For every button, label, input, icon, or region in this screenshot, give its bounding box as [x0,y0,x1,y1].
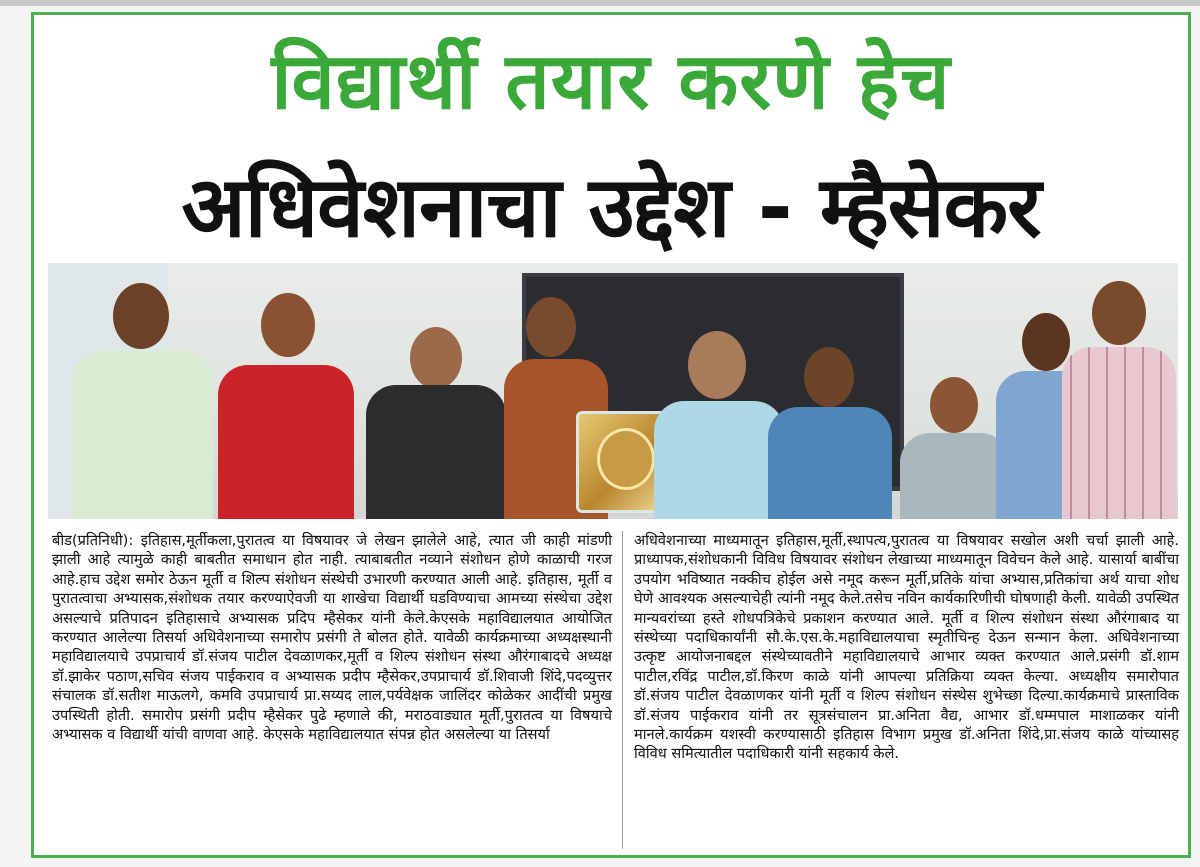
headline-line-2: अधिवेशनाचा उद्देश - म्हैसेकर [181,158,1041,256]
person-6 [764,343,894,519]
person-3 [358,323,508,519]
article-right-column: अधिवेशनाच्या माध्यमातून इतिहास,मूर्ती,स्थापत्य,पुरातत्व या विषयावर सखोल अशी चर्चा झाली आहे. प्राध्यापक,संशोधकानी विविध विषयावर संशोधन लेखाच्या माध्यमातून विवेचन केले आहे. यासार्या बाबींचा उपयोग भविष्यात नक्कीच होईल असे नमूद करून मूर्ती,प्रतिके यांचा अभ्यास,प्रतिकांचा अर्थ याचा शोध घेणे आवश्यक असल्याचेही त्यांनी नमूद केले.तसेच नविन कार्यकारिणीची घोषणाही केली. यावेळी उपस्थित मान्यवरांच्या हस्ते शोधपत्रिकेचे प्रकाशन करण्यात आले. मूर्ती व शिल्प संशोधन संस्था औरंगाबाद या संस्थेच्या पदाधिकार्यांनी सौ.के.एस.के.महाविद्यालयाचा स्मृतीचिन्ह देऊन सन्मान केला. अधिवेशनाच्या उत्कृष्ट आयोजनाबद्दल संस्थेच्यावतीने महाविद्यालयाचे आभार व्यक्त करण्यात आले.प्रसंगी डॉ.शाम पाटील,रविंद्र पाटील,डॉ.किरण काळे यांनी आपल्या प्रतिक्रिया व्यक्त केल्या. अध्यक्षीय समारोपात डॉ.संजय पाटील देवळाणकर यांनी मूर्ती व शिल्प संशोधन संस्थेस शुभेच्छा दिल्या.कार्यक्रमाचे प्रास्ताविक डॉ.संजय पाईकराव यांनी तर सूत्रसंचालन प्रा.अनिता वैद्य, आभार डॉ.धम्मपाल माशाळकर यांनी मानले.कार्यक्रम यशस्वी करण्यासाठी इतिहास विभाग प्रमुख डॉ.अनिता शिंदे,प्रा.संजय काळे यांच्यासह विविध समित्यातील पदाधिकारी यांनी सहकार्य केले. [634,532,1179,763]
headline-line-1: विद्यार्थी तयार करणे हेच [271,37,951,127]
column-divider [622,531,623,849]
group-photo [48,263,1178,519]
news-clipping [31,12,1191,858]
person-2 [216,285,356,519]
person-1 [68,273,218,519]
top-rule [0,0,1200,6]
article-left-column: बीड(प्रतिनिधी): इतिहास,मूर्तीकला,पुरातत्व या विषयावर जे लेखन झालेले आहे, त्यात जी काही मांडणी झाली आहे त्यामुळे काही बाबतीत समाधान होत नाही. त्याबाबतीत नव्याने संशोधन होणे काळाची गरज आहे.हाच उद्देश समोर ठेऊन मूर्ती व शिल्प संशोधन संस्थेची उभारणी करण्यात आली आहे. इतिहास, मूर्ती व पुरातत्वाचा अभ्यासक,संशोधक तयार करण्याऐवजी या शाखेचा विद्यार्थी घडविण्याचा आमच्या संस्थेचा उद्देश असल्याचे प्रतिपादन इतिहासाचे अभ्यासक प्रदिप म्हैसेकर यांनी केले.केएसके महाविद्यालयात आयोजित करण्यात आलेल्या तिसर्या अधिवेशनाच्या समारोप प्रसंगी ते बोलत होते. यावेळी कार्यक्रमाच्या अध्यक्षस्थानी महाविद्यालयाचे उपप्राचार्य डॉ.संजय पाटील देवळाणकर,मूर्ती व शिल्प संशोधन संस्था औरंगाबादचे अध्यक्ष डॉ.झाकेर पठाण,सचिव संजय पाईकराव व अभ्यासक प्रदीप म्हैसेकर,उपप्राचार्य डॉ.शिवाजी शिंदे,पदव्युत्तर संचालक डॉ.सतीश माऊलगे, कमवि उपप्राचार्य प्रा.सय्यद लाल,पर्यवेक्षक जालिंदर कोळेकर आदींची प्रमुख उपस्थिती होती. समारोप प्रसंगी प्रदीप म्हैसेकर पुढे म्हणाले की, मराठवाड्यात मूर्ती,पुरातत्व या विषयाचे अभ्यासक व विद्यार्थी यांची वाणवा आहे. केएसके महाविद्यालयात संपन्न होत असलेल्या या तिसर्या [52,532,612,744]
person-9 [1058,277,1178,519]
